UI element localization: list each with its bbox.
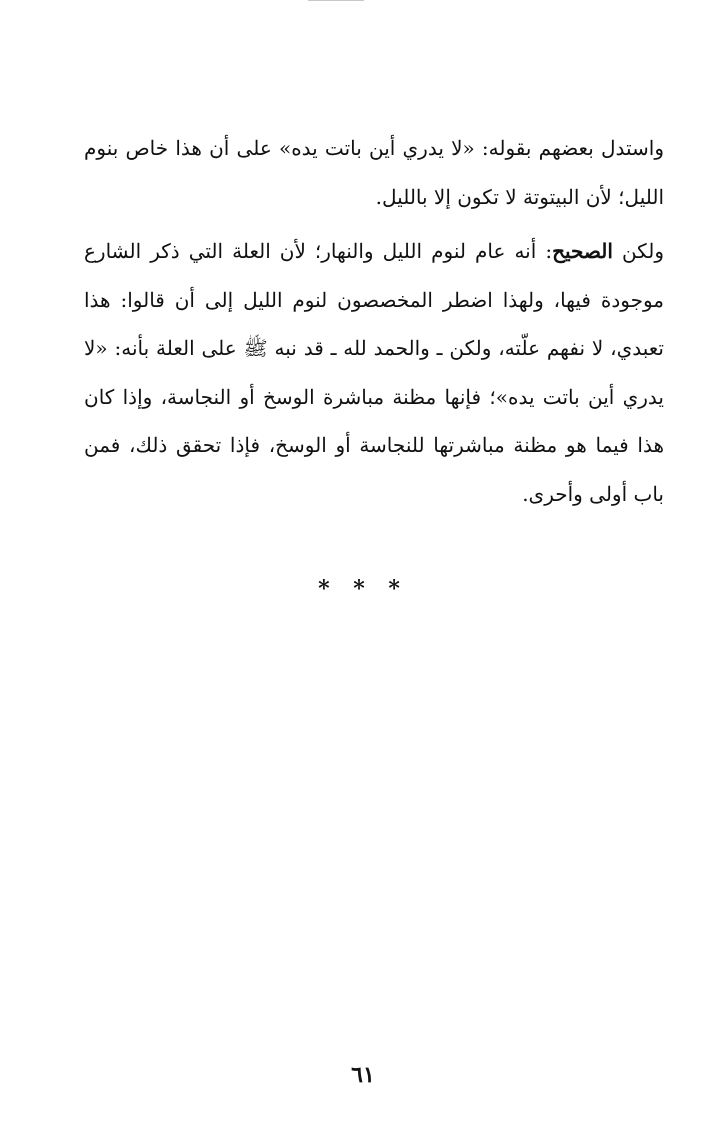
paragraph-2-lead: ولكن bbox=[612, 239, 664, 263]
top-rule bbox=[308, 0, 364, 1]
paragraph-2-text: : أنه عام لنوم الليل والنهار؛ لأن العلة التي ذكر الشارع موجودة فيها، ولهذا اضطر المخصصون لنوم الليل إلى أن قالوا: هذا تعبدي، لا نفهم علّته، ولكن ـ والحمد لله ـ قد نبه ﷺ على العلة بأنه: «لا يدري أين باتت يده»؛ فإنها مظنة مباشرة الوسخ أو النجاسة، وإذا كان هذا فيما هو مظنة مباشرتها للنجاسة أو الوسخ، فإذا تحقق ذلك، فمن باب أولى وأحرى. bbox=[84, 239, 664, 506]
paragraph-1 bbox=[84, 124, 664, 221]
paragraph-2-emphasis: الصحيح bbox=[552, 239, 613, 263]
paragraph-2 bbox=[84, 227, 664, 518]
body-text bbox=[84, 124, 664, 518]
section-separator: * * * bbox=[318, 576, 408, 602]
page-number: ٦١ bbox=[351, 1062, 375, 1088]
paragraph-1-text: واستدل بعضهم بقوله: «لا يدري أين باتت يده» على أن هذا خاص بنوم الليل؛ لأن البيتوتة لا تكون إلا بالليل. bbox=[84, 136, 664, 209]
